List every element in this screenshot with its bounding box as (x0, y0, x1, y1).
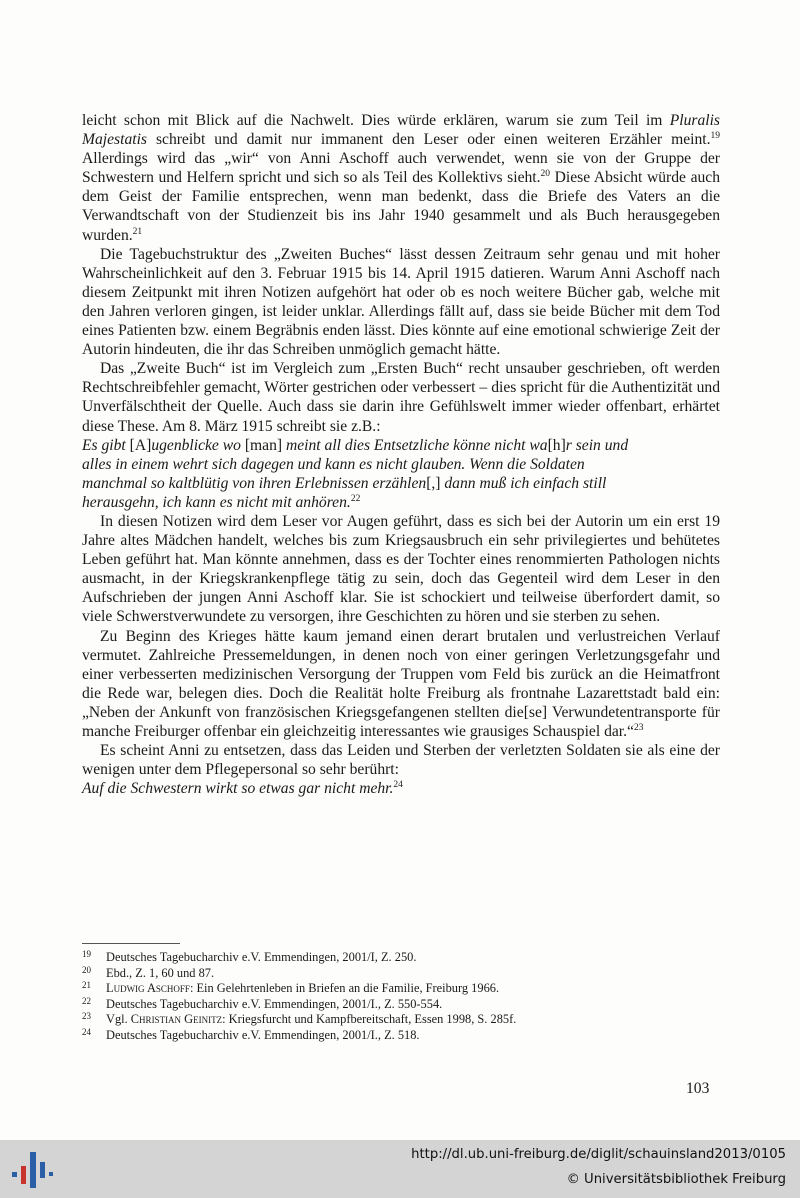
body-text (82, 111, 720, 798)
footnote-author: Christian Geinitz (130, 1012, 223, 1026)
paragraph-6: Es scheint Anni zu entsetzen, dass das Leiden und Sterben der verletzten Soldaten sie als eine der wenigen unter dem Pflegepersonal so sehr berührt: (82, 742, 720, 779)
footnote: 24 Deutsches Tagebucharchiv e.V. Emmendingen, 2001/I., Z. 518. (82, 1026, 420, 1042)
copyright-notice: © Universitätsbibliothek Freiburg (566, 1172, 786, 1187)
paragraph-2: Die Tagebuchstruktur des „Zweiten Buches“ lässt dessen Zeitraum sehr genau und mit hoher Wahrscheinlichkeit auf den 3. Februar 1915 bis 14. April 1915 datieren. Warum Anni Aschoff nach diesem Zeitpunkt mit ihren Notizen aufgehört hat oder ob es noch weitere Bücher gab, welche mit den Jahren verloren gingen, ist leider unklar. Allerdings fällt auf, dass sie beide Bücher mit dem Tod eines Patienten bzw. einem Begräbnis enden lässt. Dies könnte auf eine emotional schwierige Zeit der Autorin hindeuten, die ihr das Schreiben unmöglich gemacht hätte. (82, 245, 720, 359)
footnote-ref-22[interactable]: 22 (350, 493, 361, 504)
page-number: 103 (686, 1080, 710, 1097)
footnote-ref-19[interactable]: 19 (710, 131, 720, 142)
footnote-ref-23[interactable]: 23 (633, 723, 644, 733)
footnote-ref-24[interactable]: 24 (393, 780, 403, 791)
footnote-divider (82, 943, 180, 944)
footnote-ref-21[interactable]: 21 (132, 226, 143, 237)
paragraph-3: Das „Zweite Buch“ ist im Vergleich zum „Ersten Buch“ recht unsauber geschrieben, oft werden Rechtschreibfehler gemacht, Wörter gestrichen oder verbessert – dies spricht für die Authentizität und Unverfälschtheit der Quelle. Auch dass sie darin ihre Gefühlswelt immer wieder offenbart, erhärtet diese These. Am 8. März 1915 schreibt sie z.B.: (82, 360, 720, 435)
footnote-author: Ludwig Aschoff (106, 981, 190, 995)
viewer-footer (0, 1140, 800, 1198)
block-quote-1: Es gibt [A]ugenblicke wo [man] meint all dies Entsetzliche könne nicht wa[h]r sein und alles in einem wehrt sich dagegen und kann es nicht glauben. Wenn die Soldaten manchmal so kaltblütig von ihren Erlebnissen erzählen[,] dann muß ich einfach still herausgehn, ich kann es nicht mit anhören.$^{22}$ (82, 436, 629, 511)
footnote: 19 Deutsches Tagebucharchiv e.V. Emmendingen, 2001/I, Z. 250. (82, 949, 417, 964)
permalink-url[interactable]: http://dl.ub.uni-freiburg.de/diglit/schauinsland2013/0105 (411, 1147, 786, 1162)
paragraph-4: In diesen Notizen wird dem Leser vor Augen geführt, dass es sich bei der Autorin um ein erst 19 Jahre altes Mädchen handelt, welches bis zum Kriegsausbruch ein sehr privilegiertes und behütetes Leben geführt hat. Man könnte annehmen, dass es der Tochter eines renommierten Pathologen nichts ausmacht, in der Kriegskrankenpflege tätig zu sein, doch das Gegenteil wird dem Leser in den Aufschrieben der jungen Anni Aschoff klar. Sie ist schockiert und teilweise überfordert damit, so viele Schwerstverwundete zu versorgen, ihre Geschichten zu hören und sie sterben zu sehen. (82, 512, 720, 626)
paragraph-1: leicht schon mit Blick auf die Nachwelt. Dies würde erklären, warum sie zum Teil im Pluralis Majestatis schreibt und damit nur immanent den Leser oder einen weiteren Erzähler meint.$^{19}$ Allerdings wird das „wir“ von Anni Aschoff auch verwendet, wenn sie von der Gruppe der Schwestern und Helfern spricht und sich so als Teil des Kollektivs sieht.$^{20}$ Diese Absicht würde auch dem Geist der Familie entsprechen, wenn man bedenkt, dass die Briefe des Vaters an die Verwandtschaft von der Studienzeit bis ins Jahr 1940 gesammelt und als Buch herausgegeben wurden.$^{21}$ (82, 112, 721, 244)
footnote: 20 Ebd., Z. 1, 60 und 87. (82, 964, 215, 980)
footnotes (82, 950, 720, 1043)
italic-term: Pluralis Majestatis (82, 112, 720, 149)
footnote: 23 Vgl. Christian Geinitz: Kriegsfurcht und Kampfbereitschaft, Essen 1998, S. 285f. (82, 1011, 517, 1026)
footnote: 21 Ludwig Aschoff: Ein Gelehrtenleben in Briefen an die Familie, Freiburg 1966. (82, 980, 500, 995)
footnote: 22 Deutsches Tagebucharchiv e.V. Emmendingen, 2001/I., Z. 550-554. (82, 995, 443, 1011)
block-quote-2: Auf die Schwestern wirkt so etwas gar nicht mehr.$^{24}$ (82, 780, 403, 798)
ub-freiburg-logo-icon (10, 1150, 54, 1190)
footnote-ref-20[interactable]: 20 (540, 169, 551, 180)
paragraph-5: Zu Beginn des Krieges hätte kaum jemand einen derart brutalen und verlustreichen Verlauf vermutet. Zahlreiche Pressemeldungen, in denen noch von einer geringen Verletzungsgefahr und einer verbesserten medizinischen Versorgung der Truppen vom Feld bis zurück an die Heimatfront die Rede war, belegen dies. Doch die Realität holte Freiburg als frontnahe Lazarettstadt bald ein: „Neben der Ankunft von französischen Kriegsgefangenen stellten die[se] Verwundetentransporte für manche Freiburger offenbar ein gleichzeitig interessantes wie grausiges Schauspiel dar.“$^{23}$ (82, 627, 720, 740)
